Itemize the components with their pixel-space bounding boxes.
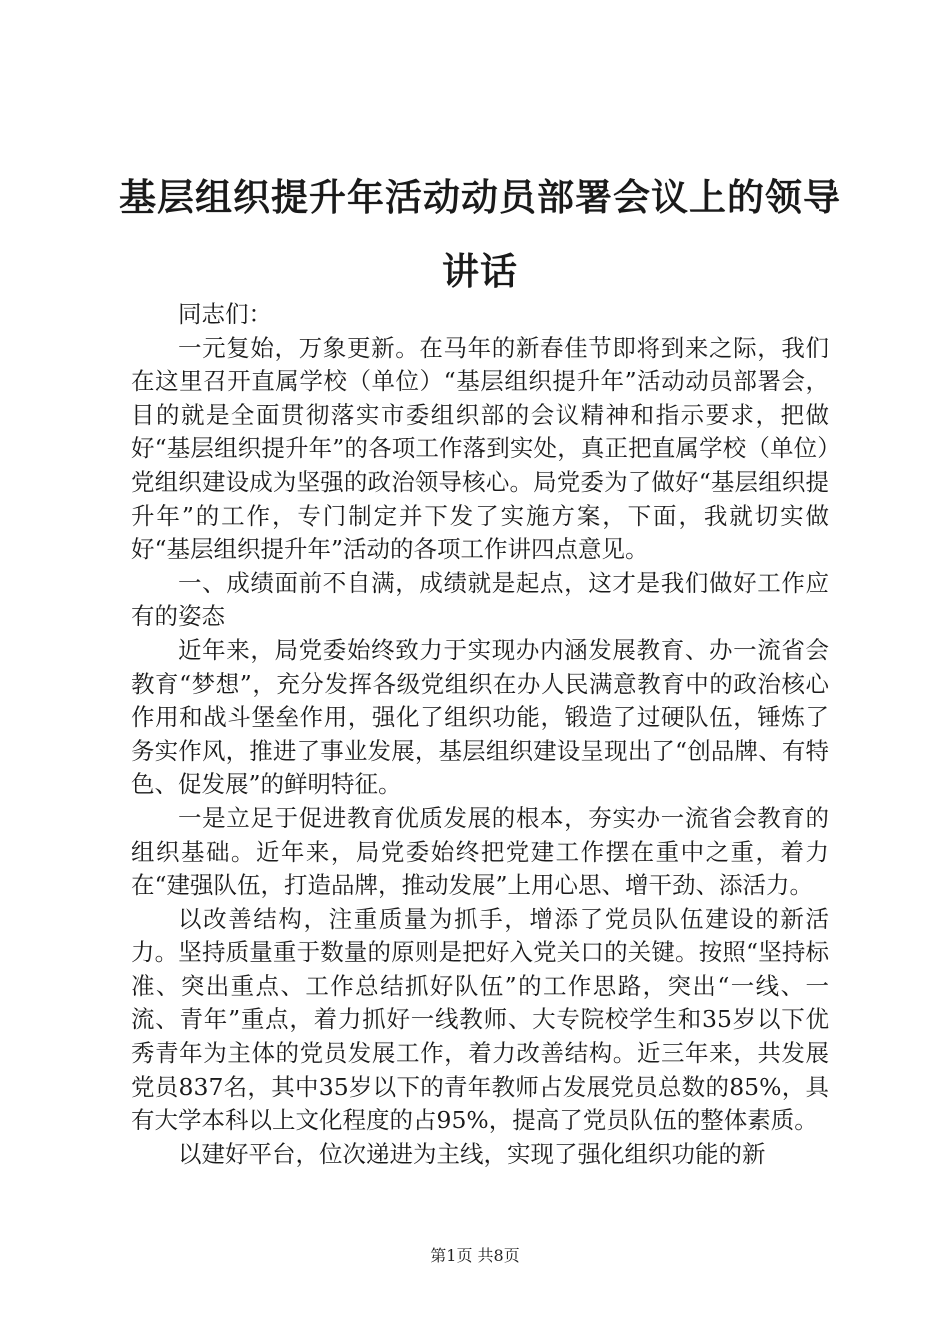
paragraph-body: 以改善结构，注重质量为抓手，增添了党员队伍建设的新活力。坚持质量重于数量的原则是把好入党关口的关键。按照“坚持标准、突出重点、工作总结抓好队伍”的工作思路，突出“一线、一流、青年”重点，着力抓好一线教师、大专院校学生和35岁以下优秀青年为主体的党员发展工作，着力改善结构。近三年来，共发展党员837名，其中35岁以下的青年教师占发展党员总数的85%，具有大学本科以上文化程度的占95%，提高了党员队伍的整体素质。 [131, 904, 829, 1135]
document-title: 基层组织提升年活动动员部署会议上的领导讲话 [119, 175, 841, 293]
paragraph-intro: 一元复始，万象更新。在马年的新春佳节即将到来之际，我们在这里召开直属学校（单位）“基层组织提升年”活动动员部署会，目的就是全面贯彻落实市委组织部的会议精神和指示要求，把做好“基层组织提升年”的各项工作落到实处，真正把直属学校（单位）党组织建设成为坚强的政治领导核心。局党委为了做好“基层组织提升年”的工作，专门制定并下发了实施方案，下面，我就切实做好“基层组织提升年”活动的各项工作讲四点意见。 [131, 333, 829, 564]
paragraph-body: 以建好平台，位次递进为主线，实现了强化组织功能的新 [178, 1139, 766, 1168]
paragraph-body: 一是立足于促进教育优质发展的根本，夯实办一流省会教育的组织基础。近年来，局党委始终把党建工作摆在重中之重，着力在“建强队伍，打造品牌，推动发展”上用心思、增干劲、添活力。 [131, 803, 829, 900]
paragraph-greeting: 同志们： [178, 300, 272, 328]
paragraph-section-heading: 一、成绩面前不自满，成绩就是起点，这才是我们做好工作应有的姿态 [131, 568, 829, 631]
page-footer: 第1页 共8页 [430, 1246, 520, 1265]
paragraph-body: 近年来，局党委始终致力于实现办内涵发展教育、办一流省会教育“梦想”，充分发挥各级党组织在办人民满意教育中的政治核心作用和战斗堡垒作用，强化了组织功能，锻造了过硬队伍，锤炼了务实作风，推进了事业发展，基层组织建设呈现出了“创品牌、有特色、促发展”的鲜明特征。 [131, 635, 829, 799]
document-body [131, 298, 829, 1171]
